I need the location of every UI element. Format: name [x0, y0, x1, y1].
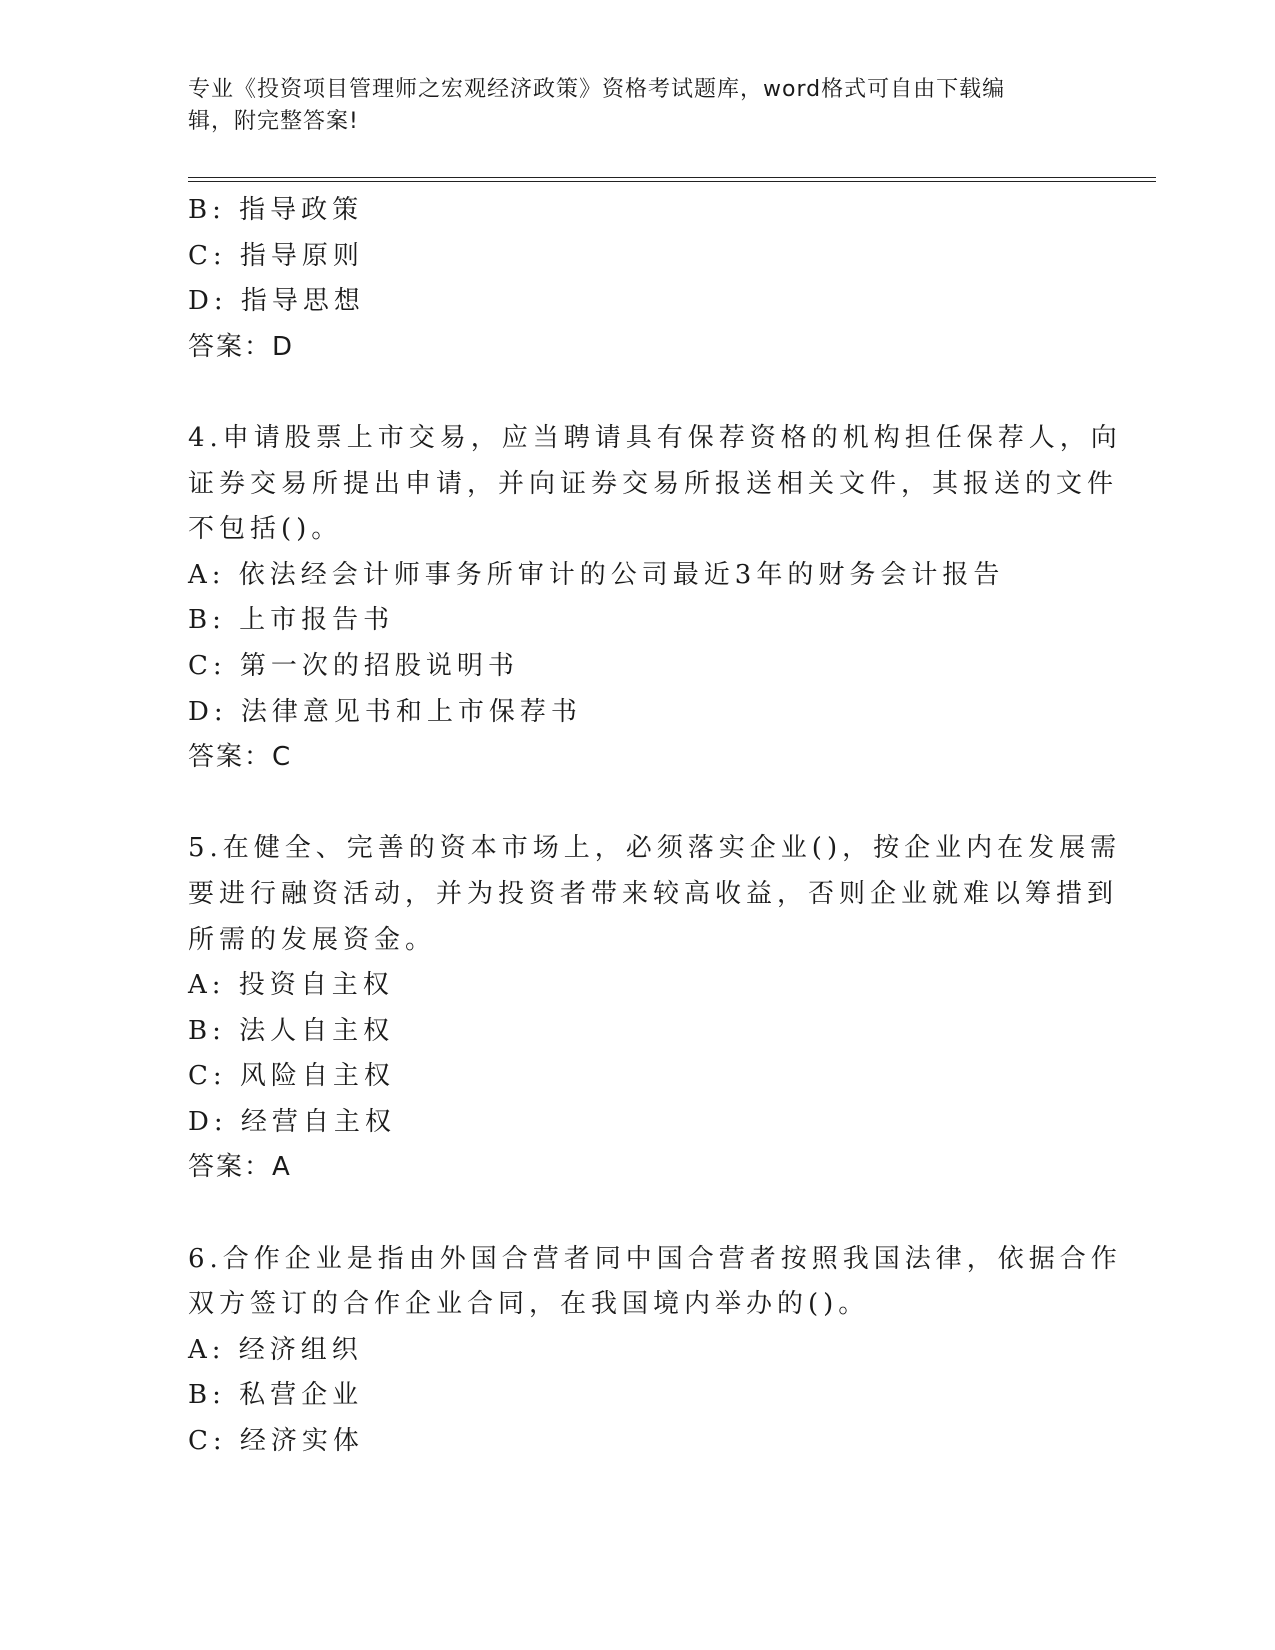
spacer — [188, 370, 1068, 416]
document-header — [188, 74, 1088, 138]
option-c: C: 经济实体 — [188, 1426, 364, 1457]
question-text — [188, 826, 1122, 963]
question-text-line: 5.在健全、完善的资本市场上，必须落实企业()，按企业内在发展需 — [188, 833, 1122, 864]
answer-line: 答案：D — [188, 331, 295, 362]
question-4 — [188, 416, 1122, 781]
option-b: B: 法人自主权 — [188, 1015, 395, 1046]
header-divider-bottom — [188, 181, 1156, 182]
option-b: B: 指导政策 — [188, 195, 364, 225]
answer-line: 答案：C — [188, 742, 293, 773]
option-b: B: 上市报告书 — [188, 605, 395, 636]
question-text-line: 证券交易所提出申请，并向证券交易所报送相关文件，其报送的文件 — [188, 468, 1119, 499]
question-text — [188, 1237, 1122, 1328]
header-divider-top — [188, 177, 1156, 178]
question-6 — [188, 1237, 1122, 1465]
option-a: A: 投资自主权 — [188, 970, 394, 1001]
option-b: B: 私营企业 — [188, 1380, 364, 1411]
option-c: C: 风险自主权 — [188, 1061, 395, 1092]
spacer — [188, 781, 1068, 827]
option-a: A: 经济组织 — [188, 1334, 363, 1365]
question-text-line: 6.合作企业是指由外国合营者同中国合营者按照我国法律，依据合作 — [188, 1243, 1122, 1274]
question-3-tail — [188, 188, 1068, 370]
question-text-line: 不包括()。 — [188, 514, 343, 545]
question-5 — [188, 826, 1122, 1191]
option-c: C: 指导原则 — [188, 240, 364, 271]
question-text-line: 所需的发展资金。 — [188, 924, 437, 955]
header-line-2: 辑，附完整答案! — [188, 109, 359, 134]
spacer — [188, 1191, 1068, 1237]
answer-line: 答案：A — [188, 1152, 292, 1183]
option-a: A: 依法经会计师事务所审计的公司最近3年的财务会计报告 — [188, 559, 1005, 590]
option-c: C: 第一次的招股说明书 — [188, 650, 519, 681]
question-list — [188, 188, 1122, 1465]
question-text-line: 要进行融资活动，并为投资者带来较高收益，否则企业就难以筹措到 — [188, 878, 1119, 909]
option-d: D: 经营自主权 — [188, 1106, 396, 1137]
option-d: D: 法律意见书和上市保荐书 — [188, 696, 582, 727]
question-text-line: 双方签订的合作企业合同，在我国境内举办的()。 — [188, 1289, 870, 1320]
question-text — [188, 416, 1122, 553]
header-line-1: 专业《投资项目管理师之宏观经济政策》资格考试题库，word格式可自由下载编 — [188, 77, 1006, 102]
question-text-line: 4.申请股票上市交易，应当聘请具有保荐资格的机构担任保荐人，向 — [188, 422, 1122, 453]
option-d: D: 指导思想 — [188, 286, 365, 317]
